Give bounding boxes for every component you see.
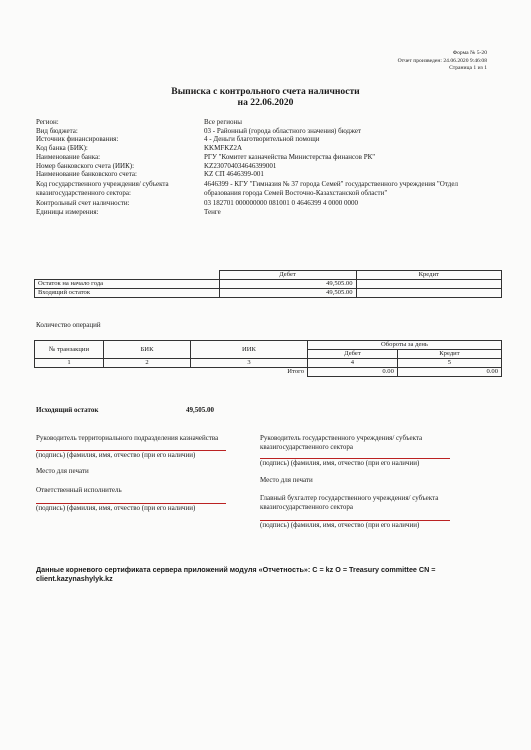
left-head-signature: Руководитель территориального подразделения казначейства (подпись) (фамилия, имя, отчество (при его наличии) Место для печати Ответственный исполнитель (подпись) (фамилия, имя, отчество (при его наличии) — [36, 434, 236, 513]
table-row: 1 2 3 4 5 — [35, 359, 502, 368]
table-row: Остаток на начало года 49,505.00 — [35, 280, 502, 289]
info-row: Контрольный счет наличности: 03 182701 000000000 081001 0 4646399 4 0000 0000 — [36, 199, 358, 208]
generated-date: Отчет произведен: 24.06.2020 9:46:08 — [397, 57, 487, 64]
table-row: Входящий остаток 49,505.00 — [35, 289, 502, 298]
form-number: Форма № 5-20 — [452, 50, 487, 56]
operations-table: № транзакции БИК ИИК Обороты за день Дебет Кредит 1 2 3 4 5 Итого 0.00 0.00 — [34, 340, 502, 377]
info-row: Регион: Все регионы — [36, 118, 242, 126]
certificate-note: Данные корневого сертификата сервера приложений модуля «Отчетность»: C = kz O = Treasury committee CN = client.kazynashylyk.kz — [36, 565, 436, 583]
info-block — [36, 118, 486, 217]
form-header — [398, 50, 487, 73]
document-title: Выписка с контрольного счета наличности на 22.06.2020 — [171, 86, 360, 108]
col-credit: Кредит — [356, 271, 502, 280]
info-row: Номер банковского счета (ИИК): KZ230704034646399001 — [36, 161, 277, 170]
info-row: Источник финансирования: 4 - Деньги благотворительной помощи — [36, 135, 320, 144]
balance-table — [34, 270, 502, 298]
outgoing-label: Исходящий остаток — [36, 406, 99, 414]
info-row: Наименование банковского счета: KZ СП 4646399-001 — [36, 170, 264, 179]
page-number: Страница 1 из 1 — [449, 65, 487, 71]
right-head-signature: Руководитель государственного учреждения/ субъекта квазигосударственного сектора (подпись) (фамилия, имя, отчество (при его наличии) Место для печати Главный бухгалтер государственного учреждения/ субъекта квазигосударственного сектора (подпись) (фамилия, имя, отчество (при его наличии) — [260, 434, 480, 530]
info-row: Код государственного учреждения/ субъекта квазигосударственного сектора: 4646399 - КГУ "Гимназия № 37 города Семей" государственного учреждения "Отдел образования города Семей Восточно-Казахстанской области" — [36, 179, 458, 197]
info-row: Наименование банка: РГУ "Комитет казначейства Министерства финансов РК" — [36, 152, 376, 161]
ops-count-label: Количество операций — [36, 321, 101, 329]
info-row: Единицы измерения: Тенге — [36, 208, 221, 217]
info-row: Вид бюджета: 03 - Районный (города областного значения) бюджет — [36, 126, 362, 135]
col-debit: Дебет — [219, 271, 356, 280]
table-row: Итого 0.00 0.00 — [35, 368, 502, 377]
info-row: Код банка (БИК): KKMFKZ2A — [36, 144, 243, 153]
outgoing-value: 49,505.00 — [186, 406, 214, 414]
